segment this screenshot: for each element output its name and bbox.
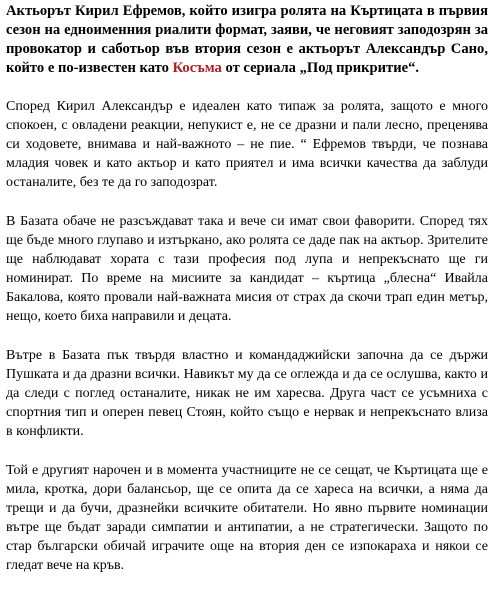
paragraph-1: Според Кирил Александър е идеален като типаж за ролята, защото е много спокоен, с овладени реакции, непукист е, не се дразни и пали лесно, преценява си ходовете, внимава и най-важното – не пие. “ Ефремов твърди, че познава младия човек и като актьор и като приятел и има всички качества да заблуди останалите, без те да го заподозрат. bbox=[6, 99, 488, 190]
paragraph-2: В Базата обаче не разсъждават така и вече си имат свои фаворити. Според тях ще бъде много глупаво и изтъркано, ако ролята се даде пак на актьор. Зрителите ще наблюдават хората с тази професия под лупа и непрекъснато ще ги номинират. По време на мисиите за кандидат – къртица „блесна“ Ивайла Бакалова, която провали най-важната мисия от страх да скочи трап един метър, нещо, което биха направили и децата. bbox=[6, 214, 488, 324]
paragraph-3: Вътре в Базата пък твърдя властно и командаджийски започна да се държи Пушката и да дразни всички. Навикът му да се оглежда и да се ослушва, както и да следи с поглед останалите, никак не им харесва. Друга част се усъмниха с спортния тип и оперен певец Стоян, който също е нервак и непрекъснато влизa в конфликти. bbox=[6, 348, 488, 439]
lead-text-start: Актьорът Кирил Ефремов, който изигра ролята на Къртицата в първия сезон на едноименния риалити формат, заяви, че неговият заподозрян за провокатор и саботьор във втория сезон е актьорът Александър Сано, който е по-известен като bbox=[6, 3, 488, 76]
article-lead bbox=[6, 2, 488, 78]
lead-text-end: от сериала „Под прикритие“. bbox=[221, 60, 420, 76]
paragraph-4: Той е другият нарочен и в момента участниците не се сещат, че Къртицата ще е мила, кротка, дори балансьор, ще се опита да се хареса на всички, а няма да трещи и да бучи, дразнейки всичките обитатели. Но явно първите номинации вътре ще бъдат заради симпатии и антипатии, а не стратегически. Защото по стар български обичай играчите още на втория ден се изпокараха и някои се гледат вече на кръв. bbox=[6, 463, 488, 573]
highlighted-name: Косъма bbox=[172, 60, 222, 76]
